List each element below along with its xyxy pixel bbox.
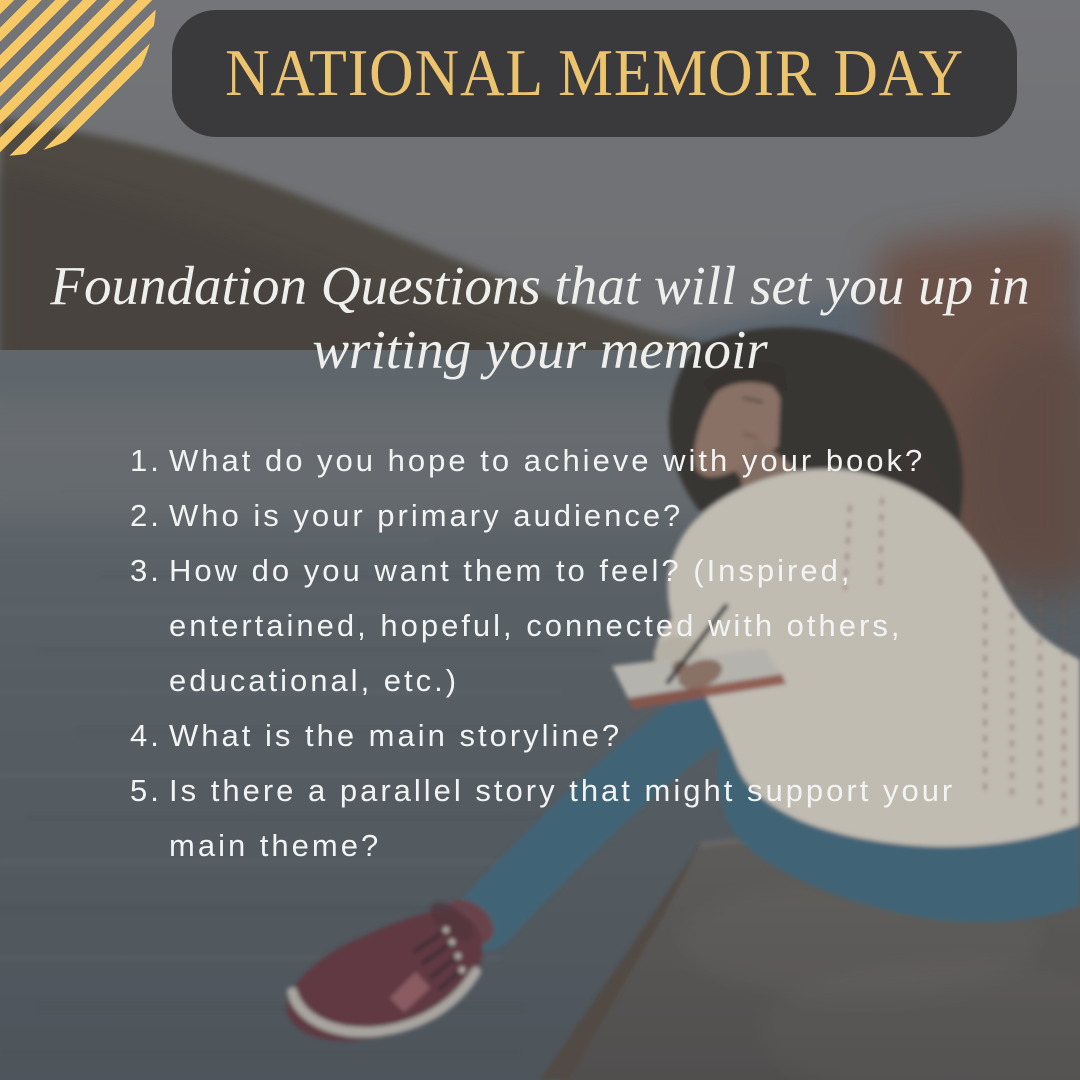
- question-number: 5.: [130, 773, 162, 808]
- title-banner: [172, 10, 1017, 137]
- question-item: [130, 543, 1060, 708]
- subtitle-line: Foundation Questions that will set you up in: [50, 255, 1030, 316]
- question-line: educational, etc.): [169, 663, 460, 698]
- question-list: [130, 433, 1060, 873]
- question-item: [130, 708, 1060, 763]
- question-item: [130, 763, 1060, 873]
- question-item: [130, 488, 1060, 543]
- poster-title: NATIONAL MEMOIR DAY: [225, 36, 964, 110]
- question-line: main theme?: [169, 828, 382, 863]
- question-number: 3.: [130, 553, 162, 588]
- question-line: Who is your primary audience?: [169, 498, 684, 533]
- question-line: What is the main storyline?: [169, 718, 623, 753]
- question-line: entertained, hopeful, connected with others,: [169, 608, 903, 643]
- question-item: [130, 433, 1060, 488]
- question-number: 4.: [130, 718, 162, 753]
- poster-subtitle: [0, 254, 1080, 382]
- question-number: 1.: [130, 443, 162, 478]
- question-line: How do you want them to feel? (Inspired,: [169, 553, 853, 588]
- subtitle-line: writing your memoir: [312, 319, 768, 380]
- question-line: What do you hope to achieve with your book?: [169, 443, 926, 478]
- question-number: 2.: [130, 498, 162, 533]
- question-line: Is there a parallel story that might support your: [169, 773, 956, 808]
